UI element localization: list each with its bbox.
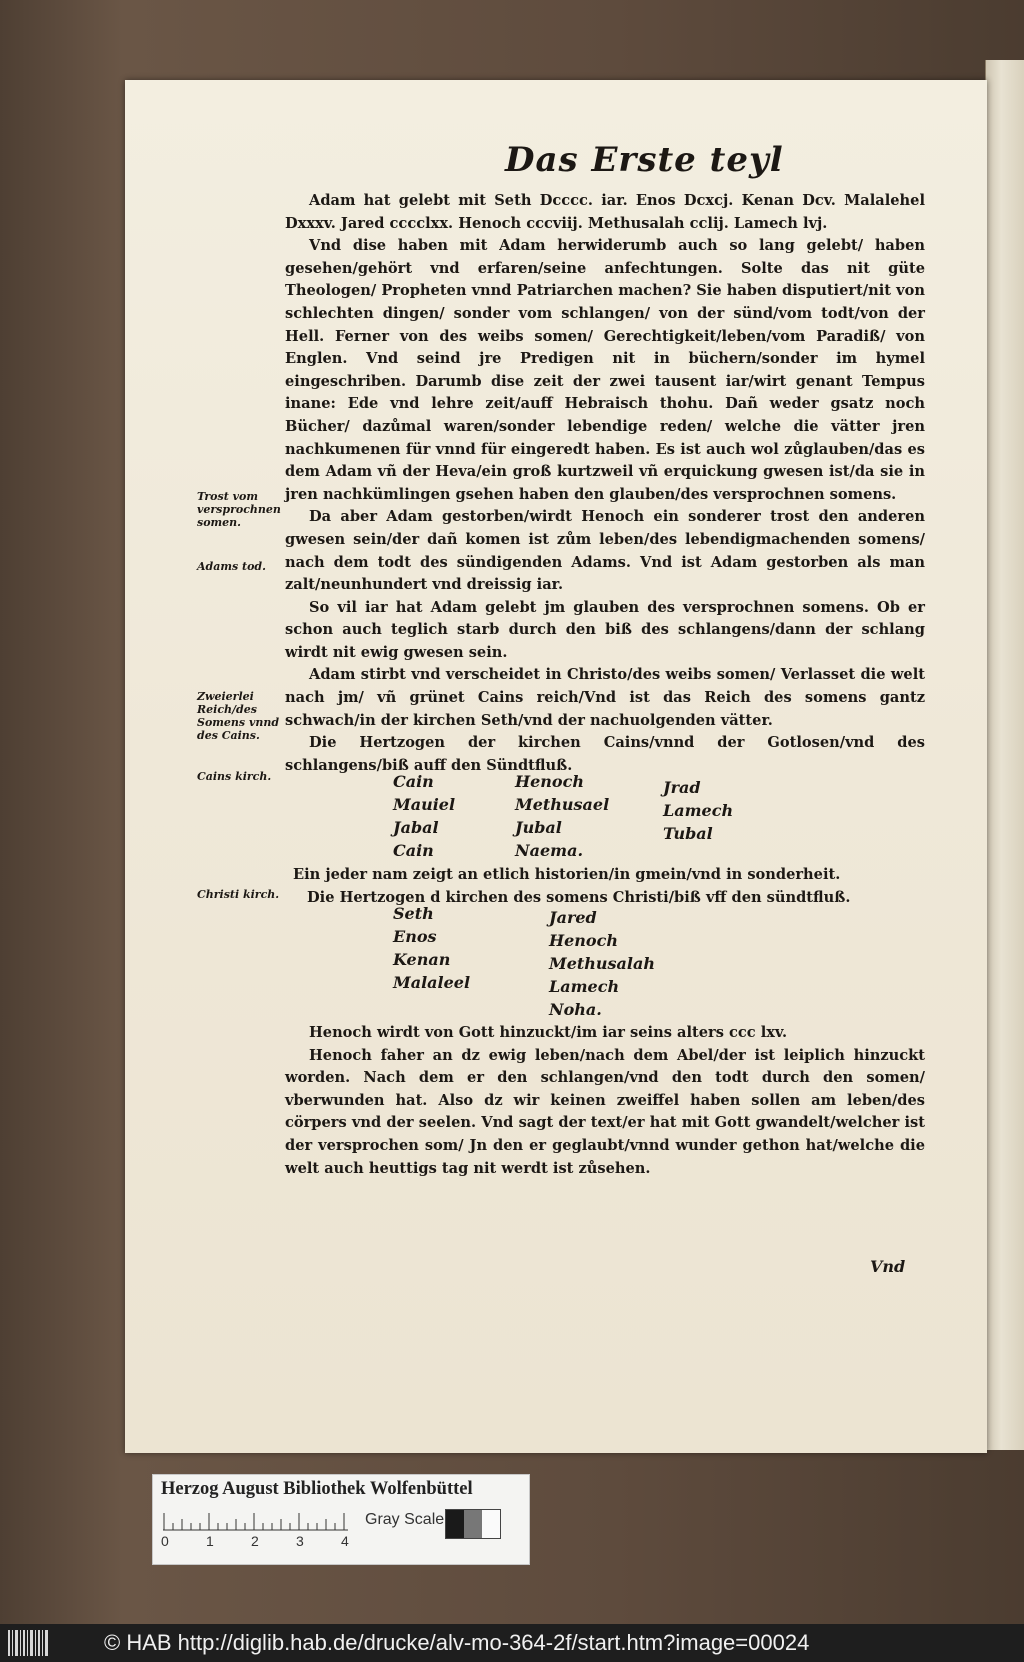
running-head: Das Erste teyl xyxy=(505,140,784,180)
name-item: Cain xyxy=(393,841,434,860)
name-item: Cain xyxy=(393,772,434,791)
name-item: Malaleel xyxy=(393,973,471,992)
gray-scale-patches xyxy=(445,1509,501,1539)
color-reference-card xyxy=(152,1474,530,1565)
paragraph-hertzogen-cains: Die Hertzogen der kirchen Cains/vnnd der Gotlosen/vnd des schlangens/biß auff den Sündtfluß. xyxy=(285,734,925,774)
name-item: Jared xyxy=(549,908,597,927)
paragraph-historien: Ein jeder nam zeigt an etlich historien/in gmein/vnd in sonderheit. xyxy=(293,866,841,883)
paragraph-henoch-trost: Da aber Adam gestorben/wirdt Henoch ein sonderer trost den anderen gwesen sein/der dañ komen ist zům leben/des lebendigmachenden somens/ nach dem todt des sündigenden Adams. Vnd ist Adam gestorben als man zalt/neunhundert vnd dreissig iar. xyxy=(285,508,925,594)
name-item: Lamech xyxy=(663,801,734,820)
paragraph-years: Adam hat gelebt mit Seth Dcccc. iar. Enos Dcxcj. Kenan Dcv. Malalehel Dxxxv. Jared cccclxx. Henoch cccviij. Methusalah cclij. Lamech lvj. xyxy=(285,192,925,232)
henoch-text xyxy=(285,1022,925,1180)
book-page xyxy=(125,80,987,1453)
margin-note-christi-kirch: Christi kirch. xyxy=(197,888,280,901)
name-item: Jubal xyxy=(515,818,562,837)
ruler-number: 1 xyxy=(206,1533,214,1549)
name-item: Jabal xyxy=(393,818,439,837)
ruler-numbers xyxy=(161,1533,361,1553)
paragraph-patriarchs: Vnd dise haben mit Adam herwiderumb auch so lang gelebt/ haben gesehen/gehört vnd erfaren/seine anfechtungen. Solte das nit güte Theologen/ Propheten vnnd Patriarchen machen? Sie haben disputiert/nit von schlechten dingen/ sonder vom schlangen/ von der sünd/vom todt/von der Hell. Ferner von des weibs somen/ Gerechtigkeit/leben/vom Paradiß/ von Englen. Vnd seind jre Predigen nit in büchern/sonder im hymel eingeschriben. Darumb dise zeit der zwei tausent iar/wirt genant Tempus inane: Ede vnd lehre zeit/auff Hebraisch thohu. Dañ weder gsatz noch Bücher/ dazůmal waren/sonder lebendige reden/ welche die vätter jren nachkumenen für vnnd für eingeredt haben. Es ist auch wol zůglauben/das es dem Adam vñ der Heva/ein groß kurtzweil vñ erquickung gwesen ist/da sie in jren nachkümlingen gsehen haben den glauben/des versprochnen somens. xyxy=(285,237,925,503)
ruler-number: 2 xyxy=(251,1533,259,1549)
ruler-number: 3 xyxy=(296,1533,304,1549)
gray-patch-black xyxy=(446,1510,464,1538)
catchword: Vnd xyxy=(870,1257,906,1276)
name-item: Kenan xyxy=(393,950,451,969)
name-item: Naema. xyxy=(515,841,584,860)
paragraph-adam-stirbt: Adam stirbt vnd verscheidet in Christo/des weibs somen/ Verlasset die welt nach jm/ vñ grünet Cains reich/Vnd ist das Reich des somens gantz schwach/in der kirchen Seth/vnd der nachuolgenden vätter. xyxy=(285,666,925,729)
name-item: Methusalah xyxy=(549,954,655,973)
footer-bar xyxy=(0,1624,1024,1662)
seth-names-col2 xyxy=(549,906,655,1021)
name-item: Seth xyxy=(393,904,434,923)
paragraph-hertzogen-christi: Die Hertzogen d kirchen des somens Christi/biß vff den sündtfluß. xyxy=(307,888,851,906)
paragraph-glauben: So vil iar hat Adam gelebt jm glauben des versprochnen somens. Ob er schon auch teglich starb durch den biß des schlangens/dann der schlang wirdt nit ewig gwesen sein. xyxy=(285,598,925,661)
name-item: Henoch xyxy=(515,772,584,791)
barcode-icon xyxy=(8,1630,48,1656)
adjacent-page-edge xyxy=(985,60,1024,1450)
name-item: Noha. xyxy=(549,1000,602,1019)
ruler-scale xyxy=(163,1513,348,1531)
paragraph-henoch-hinzuckt: Henoch wirdt von Gott hinzuckt/im iar seins alters ccc lxv. xyxy=(309,1024,788,1041)
name-item: Jrad xyxy=(663,778,701,797)
name-item: Tubal xyxy=(663,824,713,843)
name-item: Methusael xyxy=(515,795,610,814)
gray-patch-mid xyxy=(464,1510,482,1538)
gray-patch-white xyxy=(482,1510,500,1538)
ruler-number: 4 xyxy=(341,1533,349,1549)
name-item: Henoch xyxy=(549,931,618,950)
ruler-number: 0 xyxy=(161,1533,169,1549)
margin-note-cains-kirch: Cains kirch. xyxy=(197,770,272,783)
cain-names-col1 xyxy=(393,770,455,862)
name-item: Mauiel xyxy=(393,795,456,814)
margin-note-adams-tod: Adams tod. xyxy=(197,560,266,573)
copyright-url: © HAB http://diglib.hab.de/drucke/alv-mo-364-2f/start.htm?image=00024 xyxy=(104,1630,810,1655)
library-name: Herzog August Bibliothek Wolfenbüttel xyxy=(161,1479,473,1499)
main-text xyxy=(285,190,925,777)
gray-scale-label: Gray Scale xyxy=(365,1511,445,1528)
paragraph-henoch-ewig: Henoch faher an dz ewig leben/nach dem Abel/der ist leiplich hinzuckt worden. Nach dem er den schlangen/vnd den todt durch den somen/ vberwunden hat. Also dz wir keinen zweiffel haben sollen am leben/des cörpers vnd der seelen. Vnd sagt der text/er hat mit Gott gwandelt/welcher ist der versprochen som/ Jn den er geglaubt/vnnd wunder gethon hat/welche die welt auch heuttigs tag nit werdt ist zůsehen. xyxy=(285,1046,925,1177)
margin-note-trost: Trost vom versprochnen somen. xyxy=(197,490,281,529)
name-item: Lamech xyxy=(549,977,620,996)
name-item: Enos xyxy=(393,927,437,946)
seth-names-col1 xyxy=(393,902,470,994)
history-line xyxy=(293,864,913,909)
margin-note-zweierlei: Zweierlei Reich/des Somens vnnd des Cains. xyxy=(197,690,280,742)
cain-names-col3 xyxy=(663,776,733,845)
cain-names-col2 xyxy=(515,770,609,862)
